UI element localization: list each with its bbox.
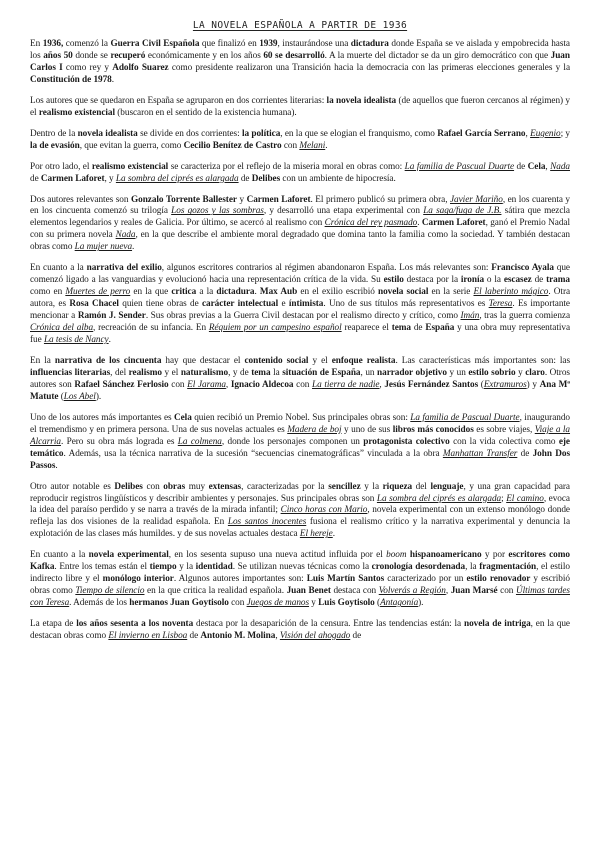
work-title: Los Abel [63, 391, 96, 402]
text-run: , el estilo indirecto libre y el [30, 562, 570, 585]
text-run: . Las características más importantes son: las [395, 355, 571, 366]
text-run: y la [176, 562, 196, 573]
bold-term: situación de España [282, 367, 361, 378]
text-run: quien recibió un Premio Nobel. Sus principales obras son: [191, 412, 411, 423]
paragraph [30, 482, 570, 542]
bold-term: escritores como Kafka [30, 550, 570, 573]
bold-term: Rafael García Serrano [437, 128, 526, 139]
text-run: , inaugurando el tremendismo y en primera persona. Una de sus novelas actuales es [30, 412, 570, 435]
bold-term: cronología desordenada [371, 562, 466, 573]
text-run: , ganó el Premio Nadal con su primera novela [30, 218, 570, 241]
bold-term: critica [171, 287, 197, 298]
text-run: de [517, 448, 533, 459]
work-title: Nada [115, 230, 136, 241]
paragraph [30, 413, 570, 473]
text-run: y uno de sus [341, 424, 393, 435]
work-title: La saga/fuga de J.B. [423, 206, 502, 217]
bold-term: trama [546, 275, 570, 286]
work-title: Los santos inocentes [227, 517, 307, 528]
text-run: en la que critica la realidad española. [144, 586, 287, 597]
text-run: . A la muerte del dictador se da un giro democrático con que [324, 50, 551, 61]
work-title: La familia de Pascual Duarte [404, 161, 515, 172]
bold-term: Juan Marsé [450, 586, 498, 597]
bold-term: Delibes [114, 481, 143, 492]
text-run: con [281, 140, 300, 151]
bold-term: tema [251, 367, 271, 378]
bold-term: Luis Goytisolo [318, 598, 375, 609]
text-run: caracterizado por un [384, 574, 467, 585]
paragraph [30, 39, 570, 87]
bold-term: novela idealista [77, 128, 138, 139]
text-run: . Algunos autores importantes son: [173, 574, 307, 585]
text-run: . Pero su obra más lograda es [60, 436, 178, 447]
work-title: Volverás a Región [378, 586, 446, 597]
text-run: donde España se ve aislada y empobrecida hasta los [30, 39, 570, 61]
work-title: Los gozos y las sombras [171, 206, 264, 217]
work-title: El laberinto mágico [473, 287, 549, 298]
text-run: . [417, 218, 422, 229]
work-title: Teresa [488, 299, 513, 310]
work-title: Crónica del rey pasmado [324, 218, 418, 229]
work-title: Manhattan Transfer [442, 448, 518, 459]
text-run: , en los sesenta supuso una nueva actitud influida por el [168, 550, 387, 561]
work-title: Antagonía [380, 598, 419, 609]
text-run: quien tiene obras de [118, 299, 202, 310]
text-run: donde se [72, 50, 111, 61]
work-title: Crónica del alba [30, 323, 94, 334]
text-run: ( [478, 379, 484, 390]
bold-term: Gonzalo Torrente Ballester [130, 194, 237, 205]
work-title: Réquiem por un campesino español [208, 323, 342, 334]
bold-term: claro [525, 367, 545, 378]
text-run: . [55, 460, 58, 471]
bold-term: Cela [174, 412, 192, 423]
text-run: económicamente y en los años [145, 50, 264, 61]
bold-term: Cela [527, 161, 546, 172]
bold-term: Ana Mª Matute [30, 379, 570, 402]
text-run: y un [446, 367, 469, 378]
text-run: , la [465, 562, 480, 573]
text-run: , tras la guerra comienza [479, 311, 571, 322]
text-run: , en los cuarenta y en los cincuenta comenzó su trilogía [30, 194, 571, 217]
paragraph [30, 550, 570, 610]
text-run: . Otra autora, es [30, 287, 571, 310]
work-title: La sombra del ciprés es alargada [115, 173, 239, 184]
bold-term: riqueza [382, 481, 413, 492]
text-run: reaparece el [341, 323, 392, 334]
bold-term: Ramón J. Sender [77, 311, 146, 322]
bold-term: lenguaje [430, 481, 464, 492]
bold-term: libros más conocidos [392, 424, 474, 435]
text-run: En cuanto a la [30, 263, 87, 274]
bold-term: fragmentación [479, 562, 537, 573]
bold-term: novela de intriga [464, 619, 531, 630]
text-run: La etapa de [30, 619, 77, 630]
bold-term: Antonio M. Molina [200, 631, 276, 642]
paragraph [30, 619, 570, 643]
bold-term: hispanoamericano [409, 550, 482, 561]
text-run: , un [360, 367, 378, 378]
text-run: de [350, 631, 362, 642]
text-run: . [332, 529, 335, 540]
text-run: , en la que se elogian el franquismo, como [280, 128, 438, 139]
work-title: El camino [506, 493, 544, 504]
bold-term: influencias literarias [30, 367, 111, 378]
text-run: ). [418, 598, 424, 609]
text-run: Por otro lado, el [30, 161, 92, 172]
paragraph [30, 96, 570, 120]
text-run: que finalizó en [199, 39, 260, 49]
bold-term: narrador objetivo [377, 367, 447, 378]
bold-term: narrativa de los cincuenta [54, 355, 162, 366]
document-body [30, 39, 570, 643]
bold-term: Constitución de 1978 [30, 74, 112, 85]
bold-term: años 50 [43, 50, 73, 61]
bold-term: sencillez [328, 481, 361, 492]
work-title: Cinco horas con Mario [280, 505, 368, 516]
text-run: de [411, 323, 426, 334]
bold-term: realismo [128, 367, 162, 378]
text-run: . Sus obras previas a la Guerra Civil destacan por el realismo directo y crítico, como [145, 311, 461, 322]
bold-term: España [425, 323, 455, 334]
text-run: o la [484, 275, 504, 286]
text-run: e [278, 299, 289, 310]
text-run: , novela experimental con un extenso monólogo donde refleja las dos visiones de la realidad española. En [30, 505, 570, 528]
bold-term: obras [163, 481, 186, 492]
text-run: . [325, 140, 328, 151]
text-run: ; [501, 493, 507, 504]
text-run: y por [481, 550, 509, 561]
text-run: se divide en dos corrientes: [137, 128, 242, 139]
text-run: ). [95, 391, 102, 402]
text-run: como presidente realizaron una Transición hacia la democracia con las primeras elecciones generales y la [168, 62, 571, 73]
text-run: . Uno de sus títulos más representativos es [323, 299, 489, 310]
text-run: . Además, usa la técnica narrativa de la sucesión “secuencias cinematográficas” vinculada a la obra [63, 448, 443, 459]
text-run: con [142, 481, 164, 492]
text-run: de [238, 173, 252, 184]
text-run: con un ambiente de hipocresía. [280, 173, 396, 184]
text-run: y escribió obras como [30, 574, 570, 597]
text-run: y una obra muy representativa fue [30, 323, 570, 346]
work-title: La familia de Pascual Duarte [410, 412, 520, 423]
work-title: La mujer nueva [74, 242, 133, 253]
text-run: ( [58, 391, 64, 402]
bold-term: eje temático [30, 436, 570, 459]
bold-term: la política [241, 128, 281, 139]
text-run: ; y [560, 128, 570, 139]
bold-term: 1936, [42, 39, 64, 49]
work-title: El hereje [299, 529, 333, 540]
text-run: , caracterizadas por la [241, 481, 329, 492]
text-run: , algunos escritores contrarios al régimen abandonaron España. Los más relevantes son: [161, 263, 492, 274]
bold-term: realismo existencial [91, 161, 169, 172]
bold-term: Carmen Laforet [40, 173, 105, 184]
work-title: Javier Mariño [450, 194, 503, 205]
text-run: de [30, 173, 41, 184]
work-title: Tiempo de silencio [75, 586, 145, 597]
bold-term: Ignacio Aldecoa [230, 379, 294, 390]
bold-term: novela social [377, 287, 429, 298]
bold-term: Juan Benet [286, 586, 331, 597]
paragraph [30, 195, 570, 255]
work-title: Imán [460, 311, 480, 322]
work-title: Extramuros [483, 379, 527, 390]
work-title: Visión del ahogado [279, 631, 351, 642]
bold-term: los años sesenta a los noventa [76, 619, 194, 630]
text-run: , en la que describe el ambiente moral degradado que domina tanto la familia como la sociedad. Y también destacan obras como [30, 230, 570, 253]
bold-term: la novela idealista [326, 95, 397, 106]
text-run: la [270, 367, 283, 378]
text-run: . [108, 335, 111, 346]
bold-term: Jesús Fernández Santos [384, 379, 479, 390]
page-title: LA NOVELA ESPAÑOLA A PARTIR DE 1936 [192, 20, 408, 31]
bold-term: Rafael Sánchez Ferlosio [74, 379, 169, 390]
text-run: con la vida colectiva como [449, 436, 559, 447]
work-title: La tesis de Nancy [43, 335, 109, 346]
text-run: a la [196, 287, 217, 298]
text-run: comenzó la [63, 39, 111, 49]
bold-term: novela experimental [88, 550, 169, 561]
text-run: de [531, 275, 547, 286]
text-run: destaca por la desaparición de la censura. Entre las tendencias están: la [193, 619, 464, 630]
work-title: La sombra del ciprés es alargada [376, 493, 502, 504]
text-run: como en [30, 287, 66, 298]
text-run: , [545, 161, 551, 172]
bold-term: Francisco Ayala [491, 263, 554, 274]
bold-term: la de evasión [30, 140, 80, 151]
text-run: de [514, 161, 528, 172]
text-run: en la serie [428, 287, 474, 298]
text-run: , evoca la idea del paraíso perdido y se narra a través de la mirada infantil; [30, 493, 570, 516]
bold-term: contenido social [244, 355, 309, 366]
bold-term: Juan Carlos I [30, 50, 570, 73]
bold-term: narrativa del exilio [86, 263, 162, 274]
bold-term: estilo [383, 275, 404, 286]
bold-term: 60 se desarrolló [263, 50, 325, 61]
bold-term: 1939 [259, 39, 278, 49]
text-run: , [225, 379, 231, 390]
text-run: . Además de los [69, 598, 130, 609]
bold-term: Carmen Laforet [421, 218, 486, 229]
bold-term: identidad [195, 562, 233, 573]
text-run: , en la que destacan obras como [30, 619, 570, 642]
text-run: , donde los personajes componen un [221, 436, 364, 447]
text-run: , del [110, 367, 129, 378]
text-run: . [132, 242, 135, 253]
text-run: En [30, 39, 43, 49]
work-title: Nada [550, 161, 571, 172]
text-run: , que evitan la guerra, como [79, 140, 184, 151]
bold-term: dictadura [350, 39, 389, 49]
text-run: . Es importante mencionar a [30, 299, 570, 322]
text-run: destaca por la [403, 275, 461, 286]
work-title: La colmena [177, 436, 222, 447]
work-title: El Jarama [187, 379, 226, 390]
text-run: de [187, 631, 201, 642]
bold-term: estilo renovador [466, 574, 531, 585]
text-run: en la que [130, 287, 172, 298]
bold-term: monólogo interior [102, 574, 174, 585]
text-run: sátira que mezcla elementos legendarios y reales de Galicia. Por último, se acercó al realismo con [30, 206, 570, 229]
bold-term: Rosa Chacel [69, 299, 119, 310]
text-run: y [236, 194, 247, 205]
text-run: . [254, 287, 260, 298]
text-run: muy [185, 481, 209, 492]
text-run: , y de [228, 367, 252, 378]
text-run: es sobre viajes, [473, 424, 535, 435]
work-title: Juegos de manos [246, 598, 310, 609]
text-run: , [445, 586, 451, 597]
text-run: Otro autor notable es [30, 481, 115, 492]
text-run: con [293, 379, 313, 390]
bold-term: tema [391, 323, 412, 334]
text-run: . El primero publicó su primera obra, [310, 194, 450, 205]
text-run: , y una gran capacidad para reproducir registros lingüísticos y describir ambientes y personajes. Sus principales obras son [30, 481, 570, 504]
text-run: hay que destacar el [161, 355, 245, 366]
bold-term: Max Aub [259, 287, 298, 298]
text-run: y [309, 598, 319, 609]
bold-term: enfoque realista [331, 355, 396, 366]
text-run: y la [360, 481, 383, 492]
text-run: (buscaron en el sentido de la existencia humana). [115, 107, 297, 118]
text-run: y [515, 367, 526, 378]
text-run: (de aquellos que fueron cercanos al régimen) y el [30, 95, 570, 118]
bold-term: Adolfo Suarez [112, 62, 169, 73]
work-title: El invierno en Lisboa [108, 631, 188, 642]
text-run: , recreación de su infancia. En [93, 323, 209, 334]
bold-term: Carmen Laforet [246, 194, 311, 205]
work-title: Eugenio [530, 128, 561, 139]
bold-term: realismo existencial [38, 107, 115, 118]
work-title: Muertes de perro [65, 287, 131, 298]
bold-term: John Dos Passos [30, 448, 571, 471]
work-title: La tierra de nadie [312, 379, 380, 390]
text-run: . Otros autores son [30, 367, 570, 390]
bold-term: dictadura [216, 287, 255, 298]
text-run: con [228, 598, 247, 609]
text-run: Los autores que se quedaron en España se agruparon en dos corrientes literarias: [30, 95, 327, 106]
text-run: , [525, 128, 531, 139]
text-run: , y [104, 173, 116, 184]
text-run: Uno de los autores más importantes es [30, 412, 174, 423]
text-run: que comenzó ligado a las vanguardias y evolucionó hacia una representación crítica de la vida. Su [30, 263, 570, 286]
text-run: . Entre los temas están el [54, 562, 150, 573]
text-run: se caracteriza por el reflejo de la miseria moral en obras como: [168, 161, 405, 172]
bold-term: ironía [460, 275, 485, 286]
bold-term: Cecilio Benítez de Castro [183, 140, 282, 151]
text-run: y el [308, 355, 332, 366]
text-run: con [168, 379, 188, 390]
paragraph [30, 162, 570, 186]
paragraph [30, 263, 570, 347]
text-run: En la [30, 355, 55, 366]
text-run: ) y [526, 379, 540, 390]
text-run: fusiona el realismo crítico y la narrativa experimental y denuncia la explotación de las clases más humildes. y de sus novelas actuales destaca [30, 517, 570, 540]
text-run: con [497, 586, 516, 597]
text-run: En cuanto a la [30, 550, 89, 561]
italic-term: boom [386, 550, 407, 561]
bold-term: recuperó [110, 50, 146, 61]
bold-term: estilo sobrio [468, 367, 516, 378]
bold-term: naturalismo [180, 367, 229, 378]
bold-term: tiempo [149, 562, 177, 573]
text-run: Dentro de la [30, 128, 78, 139]
bold-term: íntimista [288, 299, 324, 310]
bold-term: extensas [208, 481, 242, 492]
bold-term: Luis Martín Santos [306, 574, 385, 585]
text-run: destaca con [330, 586, 379, 597]
text-run: , [379, 379, 385, 390]
bold-term: protagonista colectivo [363, 436, 450, 447]
paragraph [30, 129, 570, 153]
work-title: Madera de boj [287, 424, 342, 435]
text-run: ( [374, 598, 381, 609]
bold-term: escasez [503, 275, 532, 286]
text-run: , [275, 631, 280, 642]
work-title: Melani [299, 140, 326, 151]
text-run: en el exilio escribió [297, 287, 378, 298]
text-run: como rey y [62, 62, 113, 73]
text-run: , y desarrolló una etapa experimental con [263, 206, 424, 217]
bold-term: Guerra Civil Española [110, 39, 200, 49]
bold-term: hermanos Juan Goytisolo [129, 598, 229, 609]
bold-term: Delibes [251, 173, 281, 184]
bold-term: carácter intelectual [201, 299, 279, 310]
text-run: del [412, 481, 431, 492]
work-title: Viaje a la Alcarria [30, 424, 571, 447]
text-run: . [111, 74, 115, 85]
paragraph [30, 356, 570, 404]
work-title: Últimas tardes con Teresa [30, 586, 570, 609]
text-run: y el [162, 367, 181, 378]
text-run: Dos autores relevantes son [30, 194, 131, 205]
text-run: , instaurándose una [277, 39, 351, 49]
text-run: . Se utilizan nuevas técnicas como la [232, 562, 372, 573]
